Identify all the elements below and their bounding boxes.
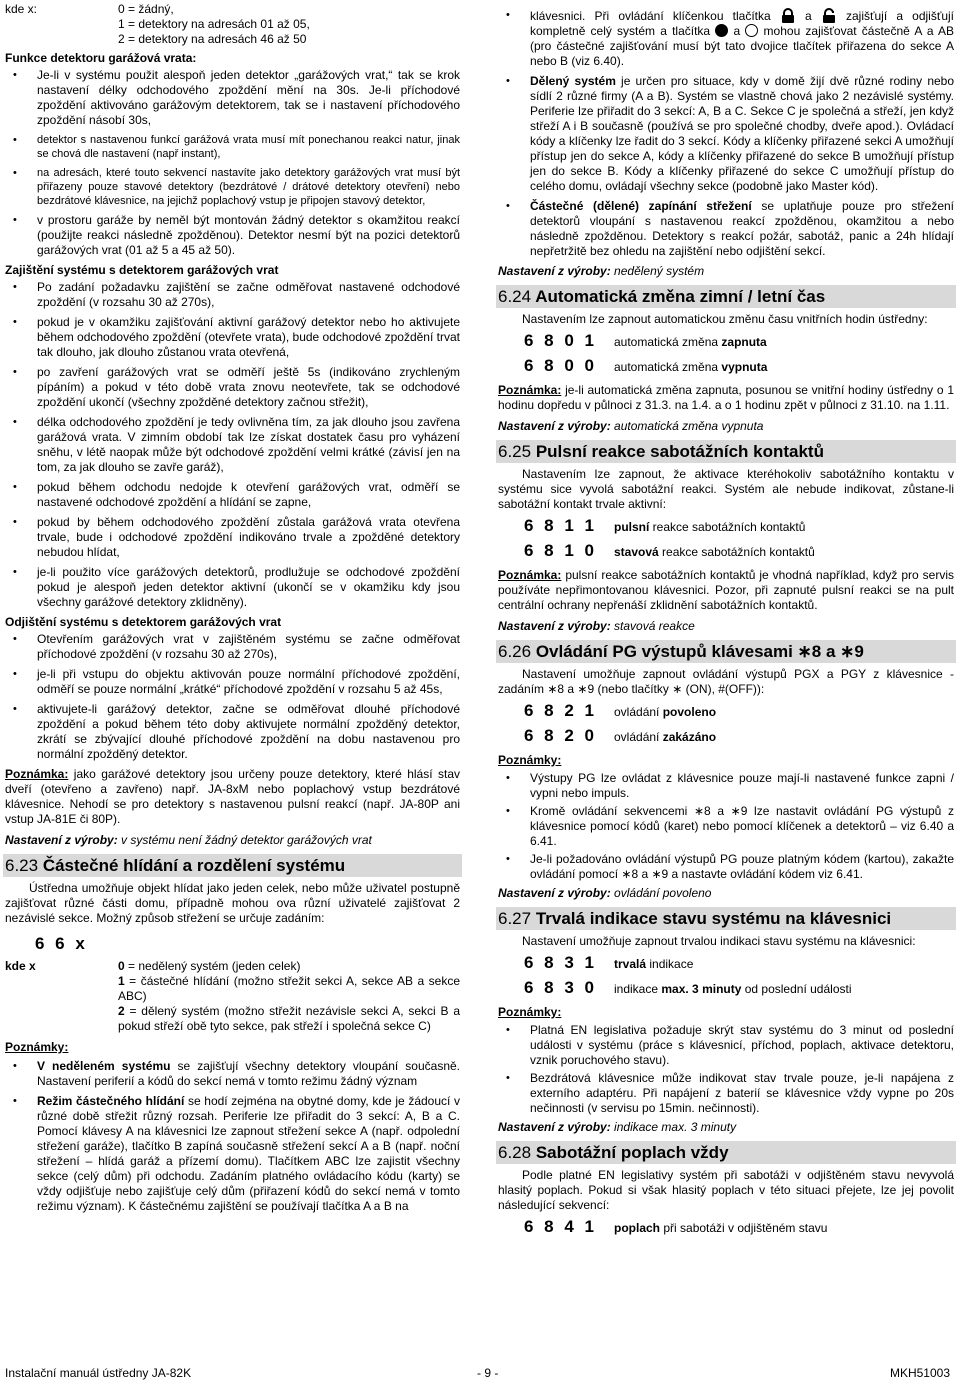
disarm-list — [5, 632, 460, 762]
factory-setting-626: Nastavení z výroby: ovládání povoleno — [498, 886, 712, 900]
section-number: 6.23 — [5, 856, 39, 875]
factory-value: v systému není žádný detektor garážových vrat — [117, 833, 372, 847]
section-intro: Nastavením lze zapnout, že aktivace kteréhokoliv sabotážního kontaktu v systému sice vyvolá sabotážní reakci. Systém ale nebude indikovat, zůstane-li sabotážní kontakt trvale aktivní: — [498, 467, 954, 511]
kde-x-definition-623 — [5, 959, 460, 1034]
section-title: Částečné hlídání a rozdělení systému — [42, 856, 346, 875]
kde-x-label: kde x — [5, 959, 36, 973]
lock-open-icon — [821, 8, 837, 23]
kde-x-value-2: 2 = detektory na adresách 46 až 50 — [118, 32, 307, 46]
sequence-code-row: 6 8 1 0 stavová reakce sabotážních kontaktů — [524, 541, 815, 560]
right-column — [498, 2, 954, 1244]
section-heading-6-27: 6.27 Trvalá indikace stavu systému na klávesnici — [496, 907, 956, 930]
notes-label: Poznámky: — [498, 753, 562, 767]
disarm-heading: Odjištění systému s detektorem garážových vrat — [5, 615, 282, 629]
sequence-code-row: 6 8 2 1 ovládání povoleno — [524, 701, 717, 720]
section-heading-6-23 — [3, 854, 462, 877]
kde-x-value-2: 2 = dělený systém (možno střežit nezávisle sekci A, sekci B a pokud střeží obě tyto sekce, pak střeží i společná sekce C) — [118, 1004, 460, 1033]
section-heading-6-24: 6.24 Automatická změna zimní / letní čas — [496, 285, 956, 308]
list-item: • Kromě ovládání sekvencemi ∗8 a ∗9 lze nastavit ovládání PG výstupů z klávesnice pomocí kódů (karet) nebo pomocí klíčenek a detektorů – viz 6.40 a 6.41. — [530, 804, 954, 849]
arm-heading: Zajištění systému s detektorem garážových vrat — [5, 263, 279, 277]
factory-setting-garage — [5, 833, 460, 848]
list-item: • Po zadání požadavku zajištění se začne odměřovat nastavené odchodové zpoždění (v rozsahu 30 až 270s), — [37, 280, 460, 310]
list-item: • v prostoru garáže by neměl být montován žádný detektor s okamžitou reakcí (použijte reakci následně zpožděnou). Detektor nesmí být na pozici detektorů garážových vrat (01 až 5 a 45 až 50). — [37, 213, 460, 258]
page-footer — [5, 1366, 955, 1382]
list-item: • V neděleném systému se zajišťují všechny detektory vloupání současně. Nastavení periferií a kódů do sekcí nemá v tomto režimu žádný význam — [37, 1059, 460, 1089]
list-item: • Dělený systém je určen pro situace, kdy v domě žijí dvě různé rodiny nebo sídlí 2 různé firmy (A a B). Systém se vlastně chová jako 2 nezávislé systémy. Periferie lze přiřadit do 3 sekcí: A, B a C. Sekce C je společná a střeží, jen když střeží A i B současně (používá se pro společné chodby, dveře apod.). Ovládací kódy a klíčenky lze řadit do 3 sekcí. Kódy a klíčenky přiřazené sekci A umožňují přístup jen do sekce A, kódy a klíčenky přiřazené do sekce B umožňují přístup jen do sekce B. Kódy a klíčenky přiřazené do sekce C umožňují přístup do celého domu, ovládají všechny sekce (podobně jako Master kód). — [530, 74, 954, 194]
footer-manual-title: Instalační manuál ústředny JA-82K — [5, 1366, 192, 1380]
lock-closed-icon — [780, 8, 796, 23]
factory-prefix: Nastavení z výroby: — [5, 833, 118, 847]
factory-setting-623: Nastavení z výroby: nedělený systém — [498, 264, 705, 278]
continued-list — [498, 8, 954, 259]
list-item: • je-li použito více garážových detektorů, prodlužuje se odchodové zpoždění pokud je alespoň jeden detektor aktivní (ukončí se v okamžiku kdy jsou všechny garážové detektory zklidněny). — [37, 565, 460, 610]
list-item: • po zavření garážových vrat se odměří ještě 5s (indikováno zrychleným pípáním) a pokud v této době vrata znovu neotevřete, tak se odchodové zpoždění ukončí (všechny zpožděné detektory začnou střežit), — [37, 365, 460, 410]
arm-list — [5, 280, 460, 610]
sequence-code-row: 6 8 3 0 indikace max. 3 minuty od poslední události — [524, 978, 852, 997]
notes-list — [498, 771, 954, 882]
list-item: • délka odchodového zpoždění je tedy ovlivněna tím, za jak dlouho jsou zavřena garážová vrata. V zimním období tak lze získat dostatek času pro vyházení sněhu, v létě naopak může být odchodové zpoždění velmi krátké (závisí jen na tom, za jak dlouho se zavře garáž), — [37, 415, 460, 475]
section-intro: Nastavení umožňuje zapnout ovládání výstupů PGX a PGY z klávesnice - zadáním ∗8 a ∗9 (nebo tlačítky ∗ (ON), #(OFF)): — [498, 667, 954, 696]
section-intro: Nastavením lze zapnout automatickou změnu času vnitřních hodin ústředny: — [522, 312, 928, 326]
kde-x-value-1: 1 = detektory na adresách 01 až 05, — [118, 17, 310, 31]
garage-function-heading: Funkce detektoru garážová vrata: — [5, 51, 197, 65]
footer-document-code: MKH51003 — [889, 1366, 950, 1380]
left-column — [5, 2, 460, 1219]
sequence-code-row: 6 8 0 1 automatická změna zapnuta — [524, 331, 767, 350]
factory-setting-624: Nastavení z výroby: automatická změna vypnuta — [498, 419, 764, 433]
note-text: jako garážové detektory jsou určeny pouze detektory, které hlásí stav dveří (otevřeno a zavřeno) např. JA-8xM nebo poplachový vstup bezdrátové klávesnice. Nehodí se pro detektory s nastavenou pulsní reakcí (např. JA-80P ani vstup JA-81E či 80P). — [5, 767, 460, 826]
list-item: • Je-li požadováno ovládání výstupů PG pouze platným kódem (kartou), zakažte ovládání pomocí ∗8 a ∗9 a nastavte ovládání kódem viz 6.41. — [530, 852, 954, 882]
list-item: • je-li při vstupu do objektu aktivován pouze normální příchodové zpoždění, odměří se pouze normální „krátké“ příchodové zpoždění v rozsahu 5 až 45s, — [37, 667, 460, 697]
kde-x-label: kde x: — [5, 2, 38, 16]
empty-dot-icon — [745, 24, 758, 37]
footer-page-number: - 9 - — [477, 1366, 499, 1380]
list-item: • detektor s nastavenou funkcí garážová vrata musí mít ponechanou reakci natur, jinak se chová dle nastavení (např instant), — [37, 133, 460, 161]
section-intro: Nastavení umožňuje zapnout trvalou indikaci stavu systému na klávesnici: — [522, 934, 916, 948]
sequence-code-row: 6 8 1 1 pulsní reakce sabotážních kontaktů — [524, 516, 806, 535]
section-intro: Podle platné EN legislativy systém při sabotáži v odjištěném stavu nevyvolá hlasitý poplach. Pokud si však hlasitý poplach v této situaci přejete, lze jej povolit následující sekvencí: — [498, 1168, 954, 1212]
list-item: • pokud během odchodu nedojde k otevření garážových vrat, odměří se nastavené odchodové zpoždění a hlídání se zapne, — [37, 480, 460, 510]
list-item: • Otevřením garážových vrat v zajištěném systému se začne odměřovat příchodové zpoždění (v rozsahu 30 až 270s), — [37, 632, 460, 662]
list-item: • Částečné (dělené) zapínání střežení se uplatňuje pouze pro střežení detektorů vloupání s nastavenou reakcí zpožděnou, okamžitou a nebo následně zpožděnou. Detektory s reakcí požár, sabotáž, panic a 24h hlídají nepřetržitě bez ohledu na zajištění nebo odjištění sekcí. — [530, 199, 954, 259]
section-heading-6-28: 6.28 Sabotážní poplach vždy — [496, 1141, 956, 1164]
kde-x-value-0: 0 = žádný, — [118, 2, 174, 16]
note-label: Poznámka: — [5, 767, 69, 781]
sequence-code-row: 6 8 3 1 trvalá indikace — [524, 953, 694, 972]
notes-list — [5, 1059, 460, 1214]
list-item: • Režim částečného hlídání se hodí zejména na obytné domy, kde je žádoucí v různé době střežit různý rozsah. Periferie lze přiřadit do 3 sekcí: A, B a C. Pomocí klávesy A na klávesnici lze zapnout střežení sekce A (např. odpolední střežení garáže), tlačítko B zapíná současně střežení sekcí A a B (např. noční střežení – hlídá garáž a přízemí domu). Tlačítkem ABC lze zajistit všechny sekce (celý dům) při odchodu. Zadáním platného ovládacího kódu (karty) se vždy odjišťuje nebo zajišťuje celý dům (přiřazení kódů do sekcí nemá v tomto režimu význam). K částečnému zajištění se používají tlačítka A a B na — [37, 1094, 460, 1214]
list-item: • pokud by během odchodového zpoždění zůstala garážová vrata otevřena trvale, bude i odchodové zpoždění indikováno trvale a zpožděné detektory nebudou hlídat, — [37, 515, 460, 560]
section-note: Poznámka: je-li automatická změna zapnuta, posunou se vnitřní hodiny ústředny o 1 hodinu dopředu v půlnoci z 31.3. na 1.4. a o 1 hodinu zpět v půlnoci z 31.10. na 1.11. — [498, 383, 954, 412]
sequence-code: 6 6 x — [35, 934, 88, 953]
garage-function-list — [5, 68, 460, 258]
filled-dot-icon — [715, 24, 728, 37]
list-item-continued: • klávesnici. Při ovládání klíčenkou tlačítka a zajišťují a odjišťují kompletně celý systém a tlačítka a mohou zajišťovat částečně A a AB (pro částečné zajišťování musí být tato dvojice tlačítek přiřazena do sekce A nebo B (viz 6.40). — [530, 8, 954, 69]
list-item: • Je-li v systému použit alespoň jeden detektor „garážových vrat,“ tak se krok nastavení délky odchodového zpoždění mění na 30s. Je-li příchodové zpoždění aktivováno garážovým detektorem, tak se i nastavení příchodového zpoždění násobí 30s, — [37, 68, 460, 128]
factory-setting-627: Nastavení z výroby: indikace max. 3 minuty — [498, 1120, 737, 1134]
sequence-code-row: 6 8 4 1 poplach při sabotáži v odjištěném stavu — [524, 1217, 828, 1236]
kde-x-definition — [5, 2, 460, 47]
notes-label: Poznámky: — [498, 1005, 562, 1019]
notes-label: Poznámky: — [5, 1040, 69, 1054]
list-item: • pokud je v okamžiku zajišťování aktivní garážový detektor nebo ho aktivujete během odchodového zpoždění (otevřete vrata), bude odchodové zpoždění trvat tak dlouho, jak dlouho zůstanou vrata otevřená, — [37, 315, 460, 360]
factory-setting-625: Nastavení z výroby: stavová reakce — [498, 619, 695, 633]
section-note: Poznámka: pulsní reakce sabotážních kontaktů je vhodná například, když pro servis používáte nepřimontovanou klávesnici. Pozor, při zapnuté pulsní reakci se na pult centrální ochrany nepřenáší zklidnění sabotážních kontaktů. — [498, 568, 954, 612]
kde-x-value-1: 1 = částečné hlídání (možno střežit sekci A, sekce AB a sekce ABC) — [118, 974, 460, 1003]
kde-x-value-0: 0 = nedělený systém (jeden celek) — [118, 959, 301, 973]
list-item: • na adresách, které touto sekvencí nastavíte jako detektory garážových vrat musí být přiřazeny pouze stavové detektory (bezdrátové / drátové detektory otevření) nebo bezdrátové klávesnice, na jejichž poplachový vstup je připojen stavový detektor, — [37, 166, 460, 208]
notes-list — [498, 1023, 954, 1116]
list-item: • Výstupy PG lze ovládat z klávesnice pouze mají-li nastavené funkce zapni / vypni nebo impuls. — [530, 771, 954, 801]
section-heading-6-26: 6.26 Ovládání PG výstupů klávesami ∗8 a ∗9 — [496, 640, 956, 663]
list-item: • Bezdrátová klávesnice může indikovat stav trvale pouze, je-li napájena z externího adaptéru. Při napájení z baterií se klávesnice vždy vypne po 20s nečinnosti (v servisu po 15min. nečinnosti). — [530, 1071, 954, 1116]
list-item: • Platná EN legislativa požaduje skrýt stav systému do 3 minut od poslední události v systému (práce s klávesnicí, příchod, poplach, aktivace detektoru, vznik poruchového stavu). — [530, 1023, 954, 1068]
sequence-code-row: 6 8 2 0 ovládání zakázáno — [524, 726, 717, 745]
sequence-code-row: 6 8 0 0 automatická změna vypnuta — [524, 356, 768, 375]
section-intro: Ústředna umožňuje objekt hlídat jako jeden celek, nebo může uživatel postupně zajišťovat různé části domu, případně mohou ova různí uživatelé zajišťovat 2 nezávislé sekce. Možný způsob střežení se určuje zadáním: — [5, 881, 460, 925]
list-item: • aktivujete-li garážový detektor, začne se odměřovat dlouhé příchodové zpoždění a pokud během této doby aktivujete normální zpožděný detektor, zkrátí se zbývající dlouhé příchodové zpoždění na dobu nastavenou pro normální zpožděný detektor. — [37, 702, 460, 762]
garage-note — [5, 767, 460, 827]
section-heading-6-25: 6.25 Pulsní reakce sabotážních kontaktů — [496, 440, 956, 463]
